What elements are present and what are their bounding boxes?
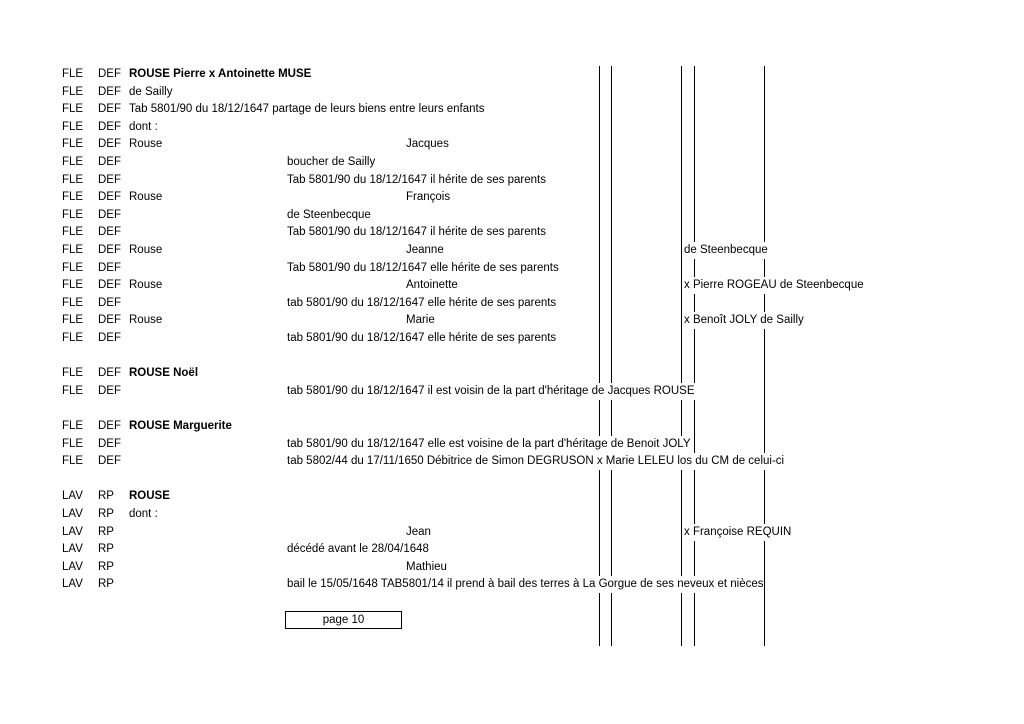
series-code: RP <box>98 508 114 520</box>
record-row <box>0 559 1024 576</box>
series-code: RP <box>98 525 114 538</box>
record-row <box>0 436 1024 453</box>
entry-text: de Sailly <box>129 85 173 98</box>
series-code: DEF <box>98 261 121 274</box>
record-row <box>0 136 1024 153</box>
record-row <box>0 524 1024 541</box>
series-code: DEF <box>98 314 121 327</box>
record-row <box>0 400 1024 417</box>
record-row <box>0 66 1024 83</box>
region-code: FLE <box>62 156 84 168</box>
record-row <box>0 453 1024 470</box>
record-row <box>0 189 1024 206</box>
entry-text: dont : <box>129 120 158 133</box>
series-code: DEF <box>98 103 121 116</box>
entry-text: Rouse <box>129 244 163 256</box>
record-row <box>0 541 1024 558</box>
series-code: DEF <box>98 120 121 133</box>
record-row <box>0 365 1024 382</box>
record-row <box>0 383 1024 400</box>
first-name: Jean <box>406 525 431 538</box>
detail-text: boucher de Sailly <box>287 154 375 171</box>
region-code: LAV <box>62 560 83 573</box>
record-row <box>0 119 1024 136</box>
page-number-box <box>285 611 402 629</box>
record-row <box>0 260 1024 277</box>
first-name: Mathieu <box>406 560 447 573</box>
entry-text: Tab 5801/90 du 18/12/1647 partage de leurs biens entre leurs enfants <box>129 103 485 116</box>
region-code: FLE <box>62 279 84 292</box>
series-code: DEF <box>98 367 121 380</box>
record-row <box>0 488 1024 505</box>
spouse-origin: x Pierre ROGEAU de Steenbecque <box>684 277 864 294</box>
region-code: FLE <box>62 226 84 239</box>
region-code: FLE <box>62 244 84 256</box>
spouse-origin: x Françoise REQUIN <box>684 524 791 541</box>
series-code: RP <box>98 578 114 591</box>
record-row <box>0 277 1024 294</box>
detail-text: tab 5802/44 du 17/11/1650 Débitrice de Simon DEGRUSON x Marie LELEU los du CM de celui-ci <box>287 453 784 470</box>
region-code: LAV <box>62 490 83 503</box>
region-code: LAV <box>62 543 83 556</box>
series-code: DEF <box>98 226 121 239</box>
region-code: LAV <box>62 508 83 520</box>
record-row <box>0 312 1024 329</box>
record-row <box>0 207 1024 224</box>
record-row <box>0 576 1024 593</box>
region-code: FLE <box>62 103 84 116</box>
entry-text: ROUSE <box>129 490 170 503</box>
series-code: DEF <box>98 156 121 168</box>
entry-text: ROUSE Marguerite <box>129 420 232 432</box>
region-code: FLE <box>62 332 84 344</box>
series-code: DEF <box>98 191 121 204</box>
series-code: RP <box>98 490 114 503</box>
series-code: DEF <box>98 279 121 292</box>
entry-text: Rouse <box>129 138 163 151</box>
region-code: FLE <box>62 208 84 221</box>
first-name: Antoinette <box>406 279 458 292</box>
series-code: DEF <box>98 208 121 221</box>
series-code: DEF <box>98 437 121 450</box>
region-code: FLE <box>62 261 84 274</box>
record-row <box>0 101 1024 118</box>
record-row <box>0 348 1024 365</box>
entry-text: dont : <box>129 508 158 520</box>
record-row <box>0 154 1024 171</box>
record-row <box>0 224 1024 241</box>
record-row <box>0 471 1024 488</box>
series-code: RP <box>98 560 114 573</box>
detail-text: Tab 5801/90 du 18/12/1647 il hérite de ses parents <box>287 172 546 189</box>
series-code: DEF <box>98 296 121 309</box>
detail-text: de Steenbecque <box>287 207 371 224</box>
series-code: DEF <box>98 68 121 80</box>
record-row <box>0 330 1024 347</box>
region-code: FLE <box>62 367 84 380</box>
spouse-origin: x Benoît JOLY de Sailly <box>684 312 804 329</box>
series-code: DEF <box>98 384 121 397</box>
region-code: LAV <box>62 525 83 538</box>
record-row <box>0 242 1024 259</box>
detail-text: tab 5801/90 du 18/12/1647 elle est voisine de la part d'héritage de Benoit JOLY <box>287 436 691 453</box>
record-row <box>0 418 1024 435</box>
detail-text: décédé avant le 28/04/1648 <box>287 541 429 558</box>
region-code: FLE <box>62 68 84 80</box>
region-code: FLE <box>62 296 84 309</box>
region-code: FLE <box>62 384 84 397</box>
first-name: Jacques <box>406 138 449 151</box>
series-code: DEF <box>98 332 121 344</box>
region-code: FLE <box>62 120 84 133</box>
record-row <box>0 506 1024 523</box>
record-row <box>0 295 1024 312</box>
entry-text: ROUSE Pierre x Antoinette MUSE <box>129 68 312 80</box>
series-code: DEF <box>98 420 121 432</box>
detail-text: tab 5801/90 du 18/12/1647 il est voisin de la part d'héritage de Jacques ROUSE <box>287 383 695 400</box>
series-code: DEF <box>98 85 121 98</box>
page-number: page 10 <box>322 614 365 626</box>
detail-text: tab 5801/90 du 18/12/1647 elle hérite de ses parents <box>287 330 556 347</box>
record-row <box>0 84 1024 101</box>
entry-text: Rouse <box>129 191 163 204</box>
region-code: FLE <box>62 173 84 186</box>
record-row <box>0 172 1024 189</box>
detail-text: Tab 5801/90 du 18/12/1647 il hérite de ses parents <box>287 224 546 241</box>
region-code: FLE <box>62 85 84 98</box>
detail-text: bail le 15/05/1648 TAB5801/14 il prend à bail des terres à La Gorgue de ses neveux et nièces <box>287 576 764 593</box>
region-code: FLE <box>62 455 84 468</box>
series-code: DEF <box>98 173 121 186</box>
entry-text: ROUSE Noël <box>129 367 199 380</box>
region-code: FLE <box>62 314 84 327</box>
region-code: FLE <box>62 138 84 151</box>
detail-text: Tab 5801/90 du 18/12/1647 elle hérite de ses parents <box>287 260 559 277</box>
first-name: Jeanne <box>406 244 444 256</box>
series-code: DEF <box>98 455 121 468</box>
region-code: LAV <box>62 578 83 591</box>
first-name: François <box>406 191 451 204</box>
series-code: RP <box>98 543 114 556</box>
entry-text: Rouse <box>129 314 163 327</box>
spouse-origin: de Steenbecque <box>684 242 768 259</box>
series-code: DEF <box>98 138 121 151</box>
region-code: FLE <box>62 420 84 432</box>
series-code: DEF <box>98 244 121 256</box>
region-code: FLE <box>62 191 84 204</box>
first-name: Marie <box>406 314 435 327</box>
entry-text: Rouse <box>129 279 163 292</box>
detail-text: tab 5801/90 du 18/12/1647 elle hérite de ses parents <box>287 295 556 312</box>
region-code: FLE <box>62 437 84 450</box>
